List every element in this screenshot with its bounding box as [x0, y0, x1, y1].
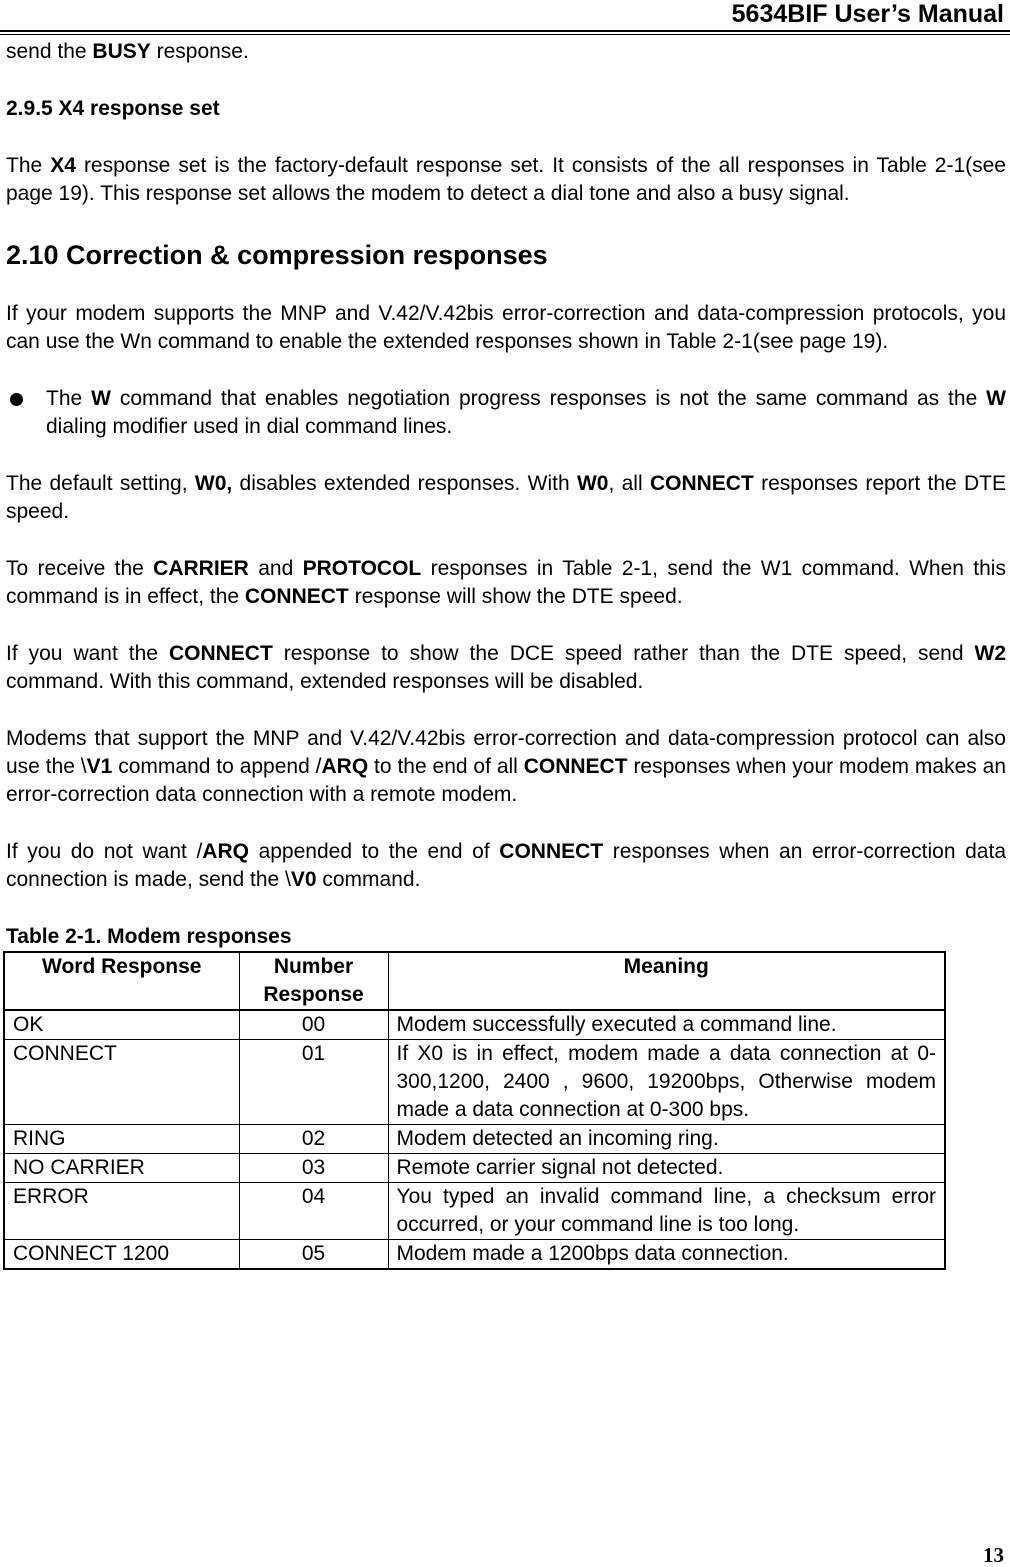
bullet-note-w-command: The W command that enables negotiation progress responses is not the same command as the W dialing modifier used in dial command lines. — [6, 385, 1006, 441]
cell-word: CONNECT 1200 — [4, 1240, 239, 1270]
page-body — [6, 38, 1006, 1270]
table-row — [4, 1010, 945, 1040]
column-header-number-response: Number Response — [239, 952, 388, 1010]
cell-word: ERROR — [4, 1183, 239, 1240]
table-header-row — [4, 952, 945, 1010]
paragraph-v0: If you do not want /ARQ appended to the end of CONNECT responses when an error-correction data connection is made, send the \V0 command. — [6, 840, 1006, 891]
table-row — [4, 1125, 945, 1154]
column-header-meaning: Meaning — [388, 952, 945, 1010]
header-rule — [0, 30, 1010, 32]
paragraph-v1: Modems that support the MNP and V.42/V.42bis error-correction and data-compression protocol can also use the \V1 command to append /ARQ to the end of all CONNECT responses when your modem makes an error-correction data connection with a remote modem. — [6, 727, 1007, 806]
cell-word: RING — [4, 1125, 239, 1154]
section-heading-2-10: 2.10 Correction & compression responses — [6, 240, 548, 270]
paragraph-mnp: If your modem supports the MNP and V.42/V.42bis error-correction and data-compression protocols, you can use the Wn command to enable the extended responses shown in Table 2-1(see page 19). — [6, 302, 1006, 353]
cell-number: 00 — [239, 1010, 388, 1040]
page-number: 13 — [983, 1543, 1004, 1567]
cell-meaning: Modem detected an incoming ring. — [388, 1125, 945, 1154]
bullet-dot-icon — [10, 393, 23, 406]
table-row — [4, 1154, 945, 1183]
column-header-word-response: Word Response — [4, 952, 239, 1010]
section-heading-2-9-5: 2.9.5 X4 response set — [6, 97, 220, 120]
cell-meaning: Modem made a 1200bps data connection. — [388, 1240, 945, 1270]
paragraph-w1: To receive the CARRIER and PROTOCOL responses in Table 2-1, send the W1 command. When this command is in effect, the CONNECT response will show the DTE speed. — [6, 557, 1006, 608]
cell-word: CONNECT — [4, 1040, 239, 1125]
cell-word: OK — [4, 1010, 239, 1040]
table-caption: Table 2-1. Modem responses — [6, 925, 292, 948]
header-rule-thin — [0, 34, 1010, 35]
table-row — [4, 1040, 945, 1125]
table-row — [4, 1240, 945, 1270]
table-row — [4, 1183, 945, 1240]
cell-number: 01 — [239, 1040, 388, 1125]
cell-number: 02 — [239, 1125, 388, 1154]
modem-responses-table — [3, 951, 946, 1270]
paragraph-w0: The default setting, W0, disables extended responses. With W0, all CONNECT responses report the DTE speed. — [6, 472, 1007, 523]
cell-meaning: Modem successfully executed a command line. — [388, 1010, 945, 1040]
cell-meaning: Remote carrier signal not detected. — [388, 1154, 945, 1183]
cell-meaning: You typed an invalid command line, a checksum error occurred, or your command line is too long. — [388, 1183, 945, 1240]
paragraph-w2: If you want the CONNECT response to show the DCE speed rather than the DTE speed, send W2 command. With this command, extended responses will be disabled. — [6, 642, 1006, 693]
intro-line: send the BUSY response. — [6, 40, 249, 63]
running-header-title: 5634BIF User’s Manual — [731, 0, 1004, 28]
cell-number: 05 — [239, 1240, 388, 1270]
cell-number: 04 — [239, 1183, 388, 1240]
cell-number: 03 — [239, 1154, 388, 1183]
paragraph-x4: The X4 response set is the factory-default response set. It consists of the all responses in Table 2-1(see page 19). This response set allows the modem to detect a dial tone and also a busy signal. — [6, 154, 1006, 205]
cell-meaning: If X0 is in effect, modem made a data connection at 0-300,1200, 2400 , 9600, 19200bps, Otherwise modem made a data connection at 0-300 bps. — [388, 1040, 945, 1125]
cell-word: NO CARRIER — [4, 1154, 239, 1183]
